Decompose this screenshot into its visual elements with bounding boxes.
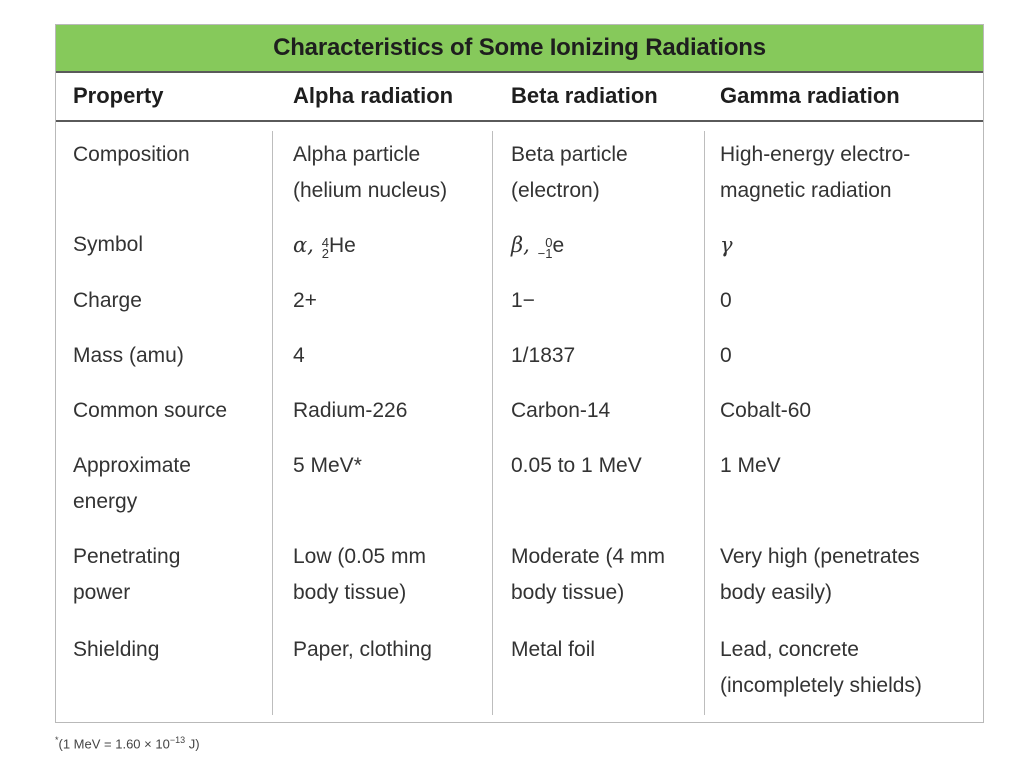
cell-gamma-energy: 1 MeV xyxy=(720,454,781,477)
cell-property-symbol: Symbol xyxy=(73,233,144,256)
cell-alpha-shielding: Paper, clothing xyxy=(293,638,432,661)
cell-alpha-penetrating: Low (0.05 mm body tissue) xyxy=(293,545,427,604)
table-footnote: *(1 MeV = $1.60 \times 10^{-13}$ J) xyxy=(55,735,200,752)
cell-alpha-source: Radium-226 xyxy=(293,399,408,422)
radiation-table xyxy=(55,24,984,723)
cell-property-shielding: Shielding xyxy=(73,638,160,661)
beta-nuclide-indices: 0 −1 xyxy=(537,235,553,261)
cell-property-penetrating: Penetrating power xyxy=(73,545,181,604)
column-divider-3 xyxy=(704,131,705,715)
alpha-nuclide-indices: 4 2 xyxy=(321,235,329,261)
alpha-glyph: α, xyxy=(293,233,314,257)
gamma-glyph: γ xyxy=(720,233,733,257)
cell-property-energy: Approximate energy xyxy=(73,454,191,513)
cell-property-composition: Composition xyxy=(73,143,190,166)
cell-beta-penetrating: Moderate (4 mm body tissue) xyxy=(511,545,666,604)
table-title: Characteristics of Some Ionizing Radiations xyxy=(273,34,766,61)
cell-beta-energy: 0.05 to 1 MeV xyxy=(511,454,642,477)
cell-beta-mass: 1/1837 xyxy=(511,344,576,367)
cell-gamma-source: Cobalt-60 xyxy=(720,399,812,422)
cell-gamma-shielding: Lead, concrete (incompletely shields) xyxy=(720,638,922,697)
cell-gamma-charge: 0 xyxy=(720,289,732,312)
cell-alpha-mass: 4 xyxy=(293,344,305,367)
cell-gamma-symbol xyxy=(720,227,733,264)
cell-gamma-composition: High-energy electro- magnetic radiation xyxy=(720,143,911,202)
header-gamma: Gamma radiation xyxy=(720,83,900,108)
cell-gamma-mass: 0 xyxy=(720,344,732,367)
header-property: Property xyxy=(73,83,164,108)
cell-alpha-charge: 2+ xyxy=(293,289,317,312)
cell-beta-shielding: Metal foil xyxy=(511,638,596,661)
cell-alpha-composition: Alpha particle (helium nucleus) xyxy=(293,143,448,202)
column-divider-2 xyxy=(492,131,493,715)
header-row xyxy=(56,73,983,122)
cell-alpha-symbol: α, 4 2 He xyxy=(293,233,356,261)
cell-beta-charge: 1− xyxy=(511,289,535,312)
cell-gamma-penetrating: Very high (penetrates body easily) xyxy=(720,545,920,604)
cell-beta-symbol: β, 0 −1 e xyxy=(511,233,565,261)
cell-beta-source: Carbon-14 xyxy=(511,399,611,422)
cell-alpha-energy: 5 MeV* xyxy=(293,454,362,477)
header-alpha: Alpha radiation xyxy=(293,83,454,108)
cell-property-charge: Charge xyxy=(73,289,142,312)
cell-property-source: Common source xyxy=(73,399,228,422)
cell-beta-composition: Beta particle (electron) xyxy=(511,143,628,202)
cell-property-mass: Mass (amu) xyxy=(73,344,184,367)
beta-glyph: β, xyxy=(511,233,530,257)
column-divider-1 xyxy=(272,131,273,715)
table-title-bar xyxy=(56,25,983,73)
header-beta: Beta radiation xyxy=(511,83,658,108)
